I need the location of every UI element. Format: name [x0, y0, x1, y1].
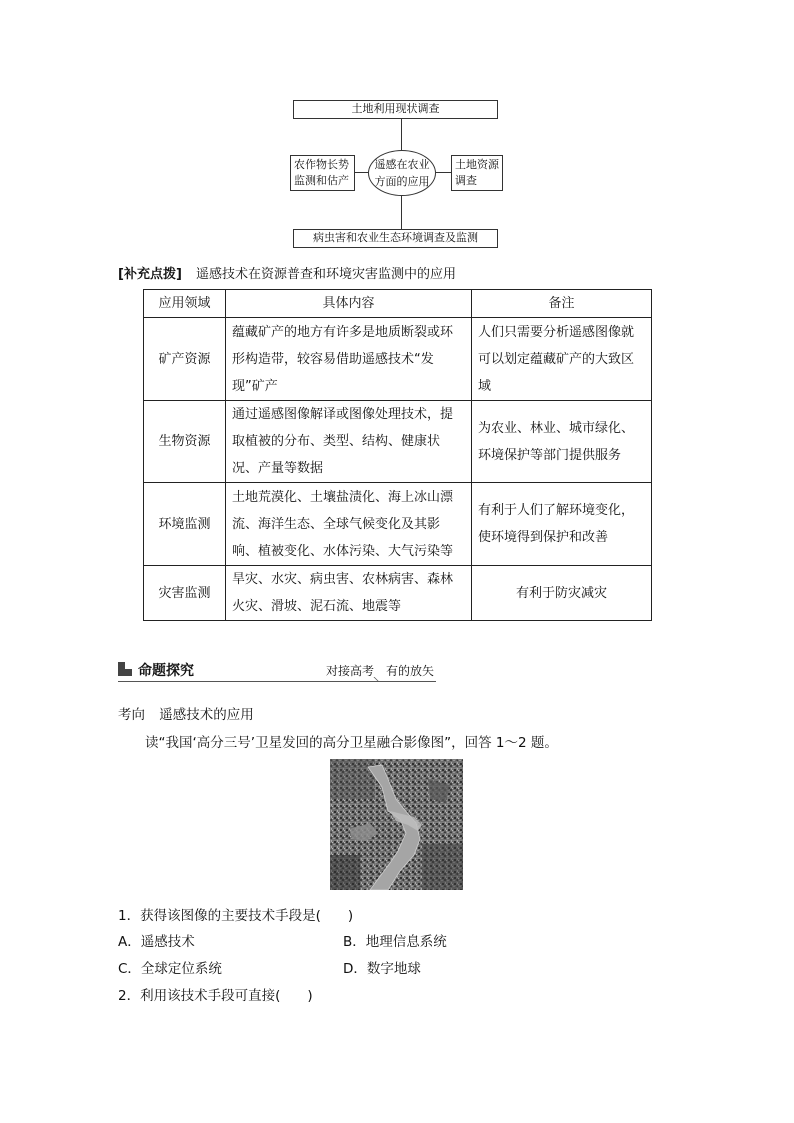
table-row — [144, 401, 652, 483]
section-banner — [118, 660, 436, 684]
row-note: 为农业、林业、城市绿化、环境保护等部门提供服务 — [472, 401, 652, 483]
supplement-title: 遥感技术在资源普查和环境灾害监测中的应用 — [196, 267, 457, 282]
row-note: 有利于防灾减灾 — [472, 566, 652, 621]
row-content: 通过遥感图像解译或图像处理技术，提取植被的分布、类型、结构、健康状况、产量等数据 — [226, 401, 472, 483]
diagram-right-line1: 土地资源 — [455, 158, 499, 171]
row-note: 有利于人们了解环境变化，使环境得到保护和改善 — [472, 483, 652, 566]
header-note: 备注 — [472, 290, 652, 318]
satellite-image — [330, 759, 463, 890]
direction-title: 遥感技术的应用 — [159, 707, 254, 723]
direction-heading — [118, 703, 254, 723]
question-2-stem: 2．利用该技术手段可直接( ) — [118, 988, 313, 1004]
diagram-left-box — [290, 155, 355, 191]
diagram-bottom-text: 病虫害和农业生态环境调查及监测 — [313, 231, 478, 244]
question-1-option-a: A．遥感技术 — [118, 934, 195, 950]
connector-right — [436, 172, 451, 173]
question-1-stem: 1．获得该图像的主要技术手段是( ) — [118, 908, 354, 924]
diagram-top-text: 土地利用现状调查 — [351, 102, 440, 115]
row-content: 蕴藏矿产的地方有许多是地质断裂或环形构造带，较容易借助遥感技术“发现”矿产 — [226, 318, 472, 401]
table-header-row — [144, 290, 652, 318]
connector-left — [355, 172, 368, 173]
supplement-tag: [补充点拨] — [118, 267, 182, 282]
header-content: 具体内容 — [226, 290, 472, 318]
question-1-option-d: D．数字地球 — [343, 961, 421, 977]
row-field: 矿产资源 — [144, 318, 226, 401]
row-field: 生物资源 — [144, 401, 226, 483]
diagram-left-line2: 监测和估产 — [294, 174, 349, 187]
direction-label: 考向 — [118, 707, 145, 723]
row-note: 人们只需要分析遥感图像就可以划定蕴藏矿产的大致区域 — [472, 318, 652, 401]
supplement-heading — [118, 263, 456, 282]
question-1-option-b: B．地理信息系统 — [343, 934, 447, 950]
table-row — [144, 318, 652, 401]
table-row — [144, 483, 652, 566]
diagram-top-box — [293, 100, 498, 119]
diagram-left-line1: 农作物长势 — [294, 158, 349, 171]
header-field: 应用领域 — [144, 290, 226, 318]
table-row — [144, 566, 652, 621]
connector-top — [401, 119, 402, 150]
section-square-icon-notch — [125, 662, 132, 669]
diagram-right-box — [451, 155, 503, 191]
row-field: 灾害监测 — [144, 566, 226, 621]
diagram-bottom-box — [293, 229, 498, 248]
connector-bottom — [401, 196, 402, 229]
satellite-image-graphic — [330, 759, 463, 890]
row-content: 旱灾、水灾、病虫害、农林病害、森林火灾、滑坡、泥石流、地震等 — [226, 566, 472, 621]
section-slogan: 对接高考 有的放矢 — [326, 664, 435, 678]
question-intro: 读“我国‘高分三号’卫星发回的高分卫星融合影像图”，回答 1～2 题。 — [145, 735, 558, 751]
application-table — [143, 289, 652, 621]
question-1-option-c: C．全球定位系统 — [118, 961, 222, 977]
section-title: 命题探究 — [138, 663, 194, 679]
diagram-right-line2: 调查 — [455, 174, 477, 187]
diagram-center-line1: 遥感在农业 — [374, 158, 430, 171]
row-field: 环境监测 — [144, 483, 226, 566]
section-underline — [118, 681, 436, 682]
diagram-center-oval — [368, 150, 436, 196]
diagram-center-line2: 方面的应用 — [374, 175, 430, 188]
row-content: 土地荒漠化、土壤盐渍化、海上冰山漂流、海洋生态、全球气候变化及其影响、植被变化、水体污染、大气污染等 — [226, 483, 472, 566]
